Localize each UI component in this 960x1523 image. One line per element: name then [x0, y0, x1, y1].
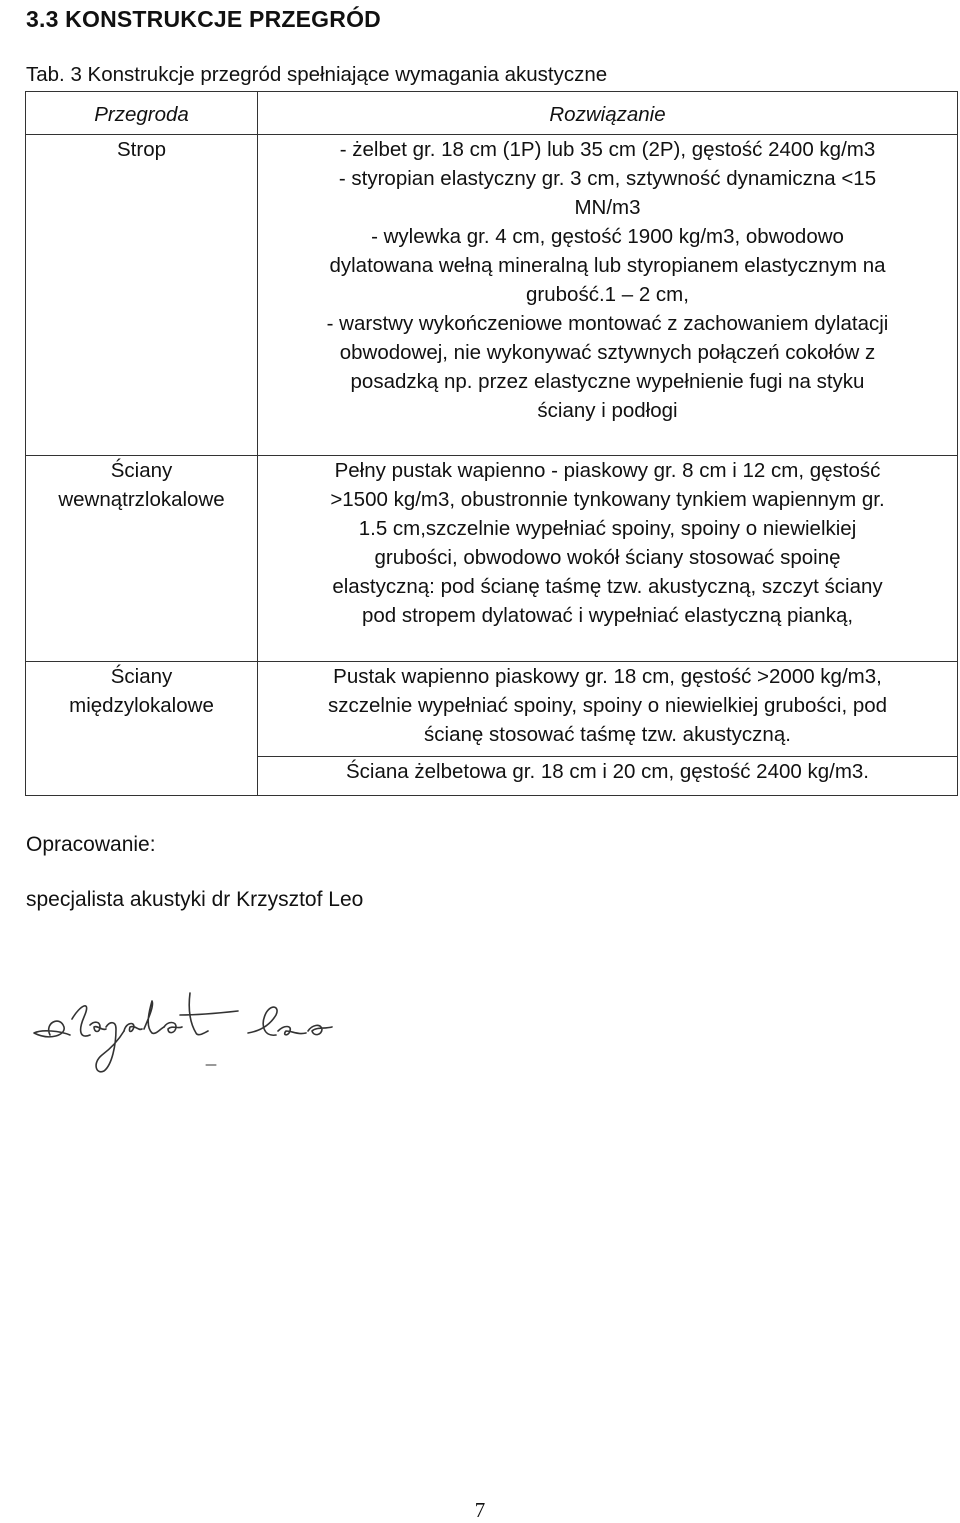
solution-line: grubości, obwodowo wokół ściany stosować spoinę: [374, 546, 841, 569]
solution-line: Pełny pustak wapienno - piaskowy gr. 8 cm i 12 cm, gęstość: [334, 459, 881, 482]
partition-name-line: Ściany: [110, 459, 173, 482]
table-row: [26, 135, 958, 456]
solution-line: posadzką np. przez elastyczne wypełnienie fugi na styku: [350, 370, 865, 393]
partition-name: Strop: [26, 135, 258, 456]
signature: [20, 975, 360, 1115]
partition-name-line: wewnątrzlokalowe: [58, 488, 225, 511]
header-partition: Przegroda: [26, 92, 258, 135]
solution-line: ściany i podłogi: [537, 399, 678, 422]
section-title: 3.3 KONSTRUKCJE PRZEGRÓD: [26, 6, 381, 32]
partition-name: [26, 662, 258, 796]
solution-line: 1.5 cm,szczelnie wypełniać spoiny, spoiny o niewielkiej: [358, 517, 857, 540]
solution-cell: [258, 135, 958, 456]
solution-line: elastyczną: pod ścianę taśmę tzw. akustyczną, szczyt ściany: [332, 575, 883, 598]
solution-cell: [258, 662, 958, 757]
partition-name-line: międzylokalowe: [69, 694, 214, 717]
page-number: 7: [474, 1498, 486, 1522]
solution-line: grubość.1 – 2 cm,: [526, 283, 689, 306]
solution-line: - styropian elastyczny gr. 3 cm, sztywność dynamiczna <15: [338, 167, 877, 190]
solution-line: ścianę stosować taśmę tzw. akustyczną.: [424, 723, 791, 746]
solution-line: MN/m3: [574, 196, 641, 219]
table-header-row: [26, 92, 958, 135]
header-solution: Rozwiązanie: [258, 92, 958, 135]
solution-line: - warstwy wykończeniowe montować z zachowaniem dylatacji: [326, 312, 889, 335]
solution-line: szczelnie wypełniać spoiny, spoiny o niewielkiej grubości, pod: [327, 694, 888, 717]
partition-name: [26, 456, 258, 662]
solution-line: obwodowej, nie wykonywać sztywnych połączeń cokołów z: [339, 341, 876, 364]
solution-cell-alt: Ściana żelbetowa gr. 18 cm i 20 cm, gęstość 2400 kg/m3.: [258, 757, 958, 796]
solution-line: dylatowana wełną mineralną lub styropianem elastycznym na: [329, 254, 886, 277]
author-name: specjalista akustyki dr Krzysztof Leo: [26, 888, 364, 911]
partition-name-line: Ściany: [110, 665, 173, 688]
solution-cell: [258, 456, 958, 662]
table-caption: Tab. 3 Konstrukcje przegród spełniające wymagania akustyczne: [26, 63, 608, 86]
prepared-by-label: Opracowanie:: [26, 833, 156, 856]
solution-line: pod stropem dylatować i wypełniać elastyczną pianką,: [361, 604, 854, 627]
table-row: [26, 662, 958, 757]
table-row: [26, 456, 958, 662]
solution-line: - wylewka gr. 4 cm, gęstość 1900 kg/m3, obwodowo: [371, 225, 844, 248]
solution-line: >1500 kg/m3, obustronnie tynkowany tynkiem wapiennym gr.: [330, 488, 885, 511]
constructions-table: [25, 91, 958, 796]
solution-line: Pustak wapienno piaskowy gr. 18 cm, gęstość >2000 kg/m3,: [333, 665, 882, 688]
solution-line: - żelbet gr. 18 cm (1P) lub 35 cm (2P), gęstość 2400 kg/m3: [339, 138, 876, 161]
